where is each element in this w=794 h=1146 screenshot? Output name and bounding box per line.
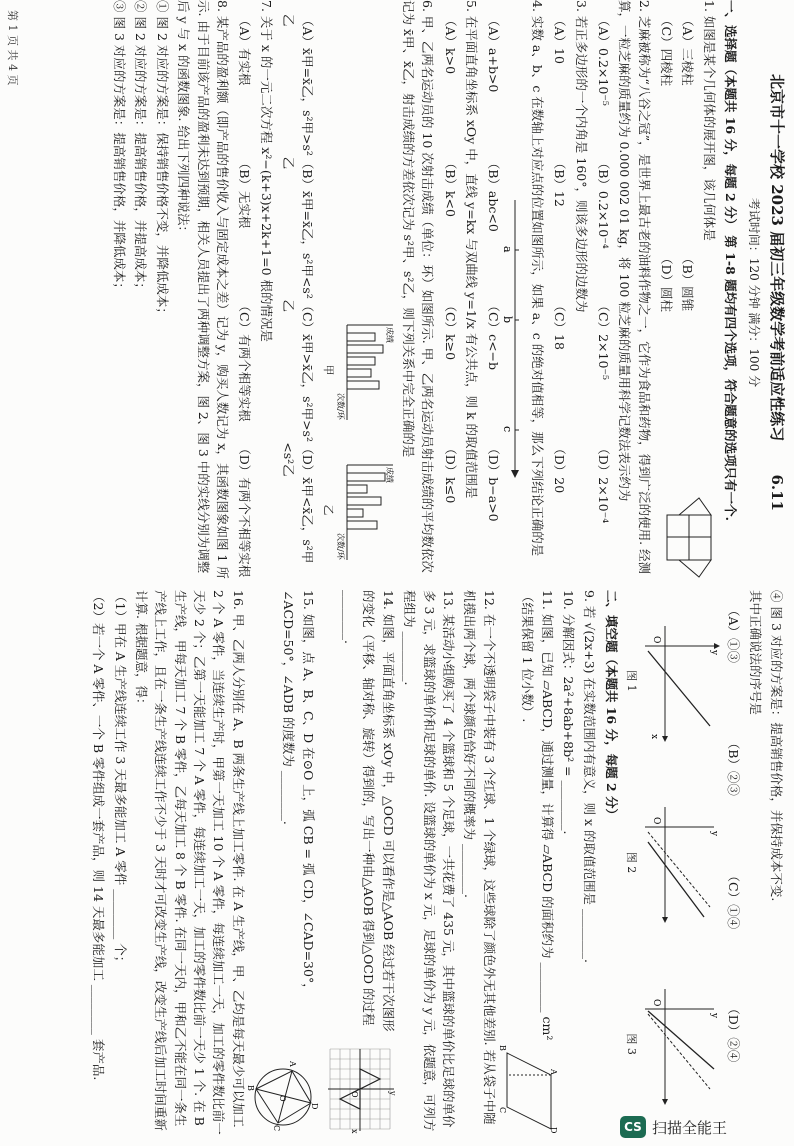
q3-option-c: （C）18 bbox=[552, 299, 568, 350]
q3-option-a: （A）10 bbox=[552, 14, 568, 64]
section2-heading: 二、填空题（本题共 16 分，每题 2 分） bbox=[603, 590, 619, 822]
q14-grid-figure bbox=[318, 1043, 398, 1135]
page-footer: 第 1 页 共 4 页 bbox=[6, 10, 20, 86]
exam-title bbox=[765, 0, 788, 585]
question-16 bbox=[89, 590, 248, 1135]
q6-jia-xlabel: 次数/环 bbox=[335, 393, 345, 420]
q6-yi-caption: 乙 bbox=[321, 504, 335, 516]
q16-stem: 16. 甲、乙两人分别在 A、B 两条生产线上加工零件. 在 A 生产线，甲、乙均是每天最少可以加工 2 个 A 零件，当连续生产时，甲第一天加工 10 个 A 零件，每连续加工一天，加工的零件数比前一天少 2 个；乙第一天能加工 7 个 A 零件，每连续加工一天，加工的零件数比前一天少 1 个. 在 B 生产线，甲每天加工 7 个 B 零件，乙每天加工 8 个 B 零件. 在同一天内，甲和乙不能在同一条生产线上工作，且在一条生产线连续工作不少于 3 天时才可改变生产线，改变生产线后加工时间重新计算. 根据题意，得： bbox=[133, 590, 246, 1135]
q11-text: 11. 如图，已知 ▱ABCD，通过测量，计算得 ▱ABCD 的面积约为 ________ cm²（结果保留 1 位小数）. bbox=[520, 590, 555, 1041]
q6-yi-ylabel: 成绩 bbox=[384, 467, 394, 483]
svg-text:O: O bbox=[277, 1095, 287, 1102]
q6-chart-yi bbox=[319, 455, 396, 565]
right-column bbox=[0, 590, 794, 1135]
q6-option-a: （A）x̄甲=x̄乙，s²甲>s²乙 bbox=[281, 14, 316, 156]
title-text: 北京市十一学校 2023 届初三年级数学考前适应性练习 bbox=[768, 74, 786, 442]
q8-fig2-caption: 图 2 bbox=[624, 851, 638, 874]
q8-ask: 其中正确说法的序号是 bbox=[747, 590, 763, 716]
q8-statement-2: ② 图 2 对应的方案是：提高销售价格，并提高成本； bbox=[133, 0, 149, 295]
svg-text:y: y bbox=[708, 831, 719, 837]
question-5 bbox=[440, 0, 481, 585]
question-7 bbox=[235, 0, 276, 585]
q14-text: 14. 如图，平面直角坐标系 xOy 中，△OCD 可以看作是△AOB 经过若干次图形的变化（平移、轴对称、旋转）得到的，写出一种由△AOB 得到△OCD 的过程 ________. bbox=[342, 590, 396, 1032]
q8-fig1-caption: 图 1 bbox=[624, 670, 638, 692]
q2-option-d: （D）2×10⁻⁴ bbox=[595, 442, 611, 524]
svg-text:C: C bbox=[497, 1107, 507, 1114]
q8-statement-4: ④ 图 3 对应的方案是：提高销售价格，并保持成本不变. bbox=[769, 590, 784, 902]
svg-text:O: O bbox=[650, 817, 661, 825]
q4-number-line bbox=[503, 0, 525, 560]
svg-text:x: x bbox=[349, 1129, 359, 1134]
question-3 bbox=[550, 0, 591, 585]
scanner-label: 扫描全能王 bbox=[652, 1118, 728, 1137]
q4-option-b: （B）abc<0 bbox=[486, 156, 502, 232]
q7-option-d: （D）有两个不相等实根 bbox=[237, 442, 253, 578]
question-8 bbox=[110, 0, 232, 585]
q6-jia-ylabel: 成绩 bbox=[384, 327, 394, 343]
section1-heading: 一、选择题（本题共 16 分，每题 2 分） 第 1-8 题均有四个选项，符合题意的选项只有一个. bbox=[723, 0, 739, 521]
question-11 bbox=[499, 590, 557, 1135]
q5-option-a: （A）k>0 bbox=[442, 14, 458, 75]
svg-text:O: O bbox=[650, 635, 661, 644]
q8-statement-1: ① 图 2 对应的方案是：保持销售价格不变，并降低成本； bbox=[154, 0, 170, 320]
q2-stem: 2. 芝麻被称为“八谷之冠”，是世界上最古老的油料作物之一，它作为食品和药物，得到广泛的使用. 经测算，一粒芝麻的质量约为 0.000 002 01 kg，将 100 粒芝麻的质量用科学记数法表示约为 bbox=[617, 0, 652, 575]
q8-figure-1 bbox=[623, 616, 720, 746]
q16-part-2: （2）若一个 A 零件、一个 B 零件组成一套产品，则 14 天最多能加工 ________ 套产品. bbox=[91, 590, 107, 1081]
q5-stem: 5. 在平面直角坐标系 xOy 中，直线 y=kx 与双曲线 y=1/x 有公共点，则 k 的取值范围是 bbox=[464, 0, 480, 499]
q3-stem: 3. 若正多边形的一个内角是 160°，则该多边形的边数为 bbox=[573, 0, 589, 313]
svg-text:B: B bbox=[245, 1085, 255, 1091]
svg-text:A: A bbox=[548, 1069, 558, 1075]
q1-net-figure bbox=[657, 490, 719, 585]
q4-label-a: a bbox=[501, 246, 515, 253]
svg-text:O: O bbox=[349, 1091, 359, 1098]
q13-text: 13. 某活动小组购买了 4 个篮球和 5 个足球，一共花费了 435 元，其中篮球的单价比足球的单价多 3 元，求篮球的单价和足球的单价. 设篮球的单价为 x 元，足球的单价为 y 元，依题意，可列方程组为 ________. bbox=[402, 590, 456, 1132]
q15-circle-figure bbox=[245, 1059, 319, 1135]
q8-figure-3 bbox=[623, 979, 720, 1109]
question-14 bbox=[318, 590, 398, 1135]
q4-label-c: c bbox=[501, 426, 515, 433]
q16-part-1: （1）甲在 A 生产线连续工作 3 天最多能加工 A 零件 ________ 个； bbox=[112, 590, 128, 969]
q15-text: 15. 如图，点 A、B、C、D 在⊙O 上，弧 CB = 弧 CD，∠CAD=30°，∠ACD=50°，∠ADB 的度数为 ________. bbox=[281, 590, 316, 996]
q3-option-b: （B）12 bbox=[552, 156, 568, 207]
q7-option-c: （C）有两个相等实根 bbox=[237, 299, 253, 422]
q6-stem: 6. 甲、乙两名运动员的 10 次射击成绩（单位：环）如图所示. 甲、乙两名运动员射击成绩的平均数依次记为 x̄甲、x̄乙，射击成绩的方差依次记为 s²甲、s²乙，则下列关系中完全正确的是 bbox=[400, 0, 436, 573]
q9-text: 9. 若 √(2x+3) 在实数范围内有意义，则 x 的取值范围是 ________. bbox=[582, 590, 598, 963]
q8-option-c: （C）①④ bbox=[726, 869, 742, 930]
svg-text:D: D bbox=[548, 1127, 558, 1134]
q11-parallelogram-figure bbox=[499, 1045, 557, 1135]
q12-text: 12. 在一个不透明袋子中装有 3 个红球、1 个绿球，这些球除了颜色外无其他差别. 若从袋子中随机摸出两个球，两个球颜色恰好不同的概率为 ________. bbox=[462, 590, 497, 1125]
q8-option-b: （B）②③ bbox=[726, 736, 742, 796]
q1-stem: 1. 如图是某个几何体的展开图，该几何体是 bbox=[701, 0, 717, 241]
q6-option-b: （B）x̄甲=x̄乙，s²甲<s²乙 bbox=[281, 156, 316, 299]
q4-label-b: b bbox=[501, 316, 515, 324]
q7-option-b: （B）无实根 bbox=[237, 156, 253, 229]
q8-fig3-caption: 图 3 bbox=[624, 1033, 638, 1055]
q8-figure-2 bbox=[623, 797, 720, 927]
q7-option-a: （A）有实根 bbox=[237, 14, 253, 86]
q6-jia-caption: 甲 bbox=[321, 364, 335, 376]
svg-text:O: O bbox=[650, 999, 661, 1007]
svg-text:A: A bbox=[287, 1061, 297, 1067]
q8-statement-3: ③ 图 3 对应的方案是：提高销售价格，并降低成本； bbox=[112, 0, 128, 295]
q7-stem: 7. 关于 x 的一元二次方程 x²−(k+3)x+2k+1=0 根的情况是 bbox=[258, 0, 274, 343]
svg-text:B: B bbox=[497, 1045, 507, 1051]
question-15 bbox=[245, 590, 319, 1135]
q2-option-a: （A）0.2×10⁻⁵ bbox=[595, 14, 611, 106]
q1-option-a: （A）三棱柱 bbox=[680, 14, 696, 86]
scanner-watermark bbox=[620, 1116, 727, 1138]
question-6 bbox=[279, 0, 438, 585]
svg-text:y: y bbox=[708, 1013, 719, 1019]
question-4 bbox=[484, 0, 547, 585]
q6-option-d: （D）x̄甲<x̄乙，s²甲<s²乙 bbox=[281, 442, 316, 564]
q4-stem: 4. 实数 a、b、c 在数轴上对应点的位置如图所示，如果 a、c 的绝对值相等，那么下列结论正确的是 bbox=[529, 0, 545, 557]
exam-meta: 考试时间：120 分钟 满分：100 分 bbox=[746, 197, 761, 388]
svg-text:D: D bbox=[309, 1103, 319, 1110]
q8-figures bbox=[623, 590, 720, 1135]
q3-option-d: （D）20 bbox=[552, 442, 568, 494]
q10-text: 10. 分解因式：2a²+8ab+8b² = ________. bbox=[561, 590, 577, 835]
q4-option-d: （D）b−a>0 bbox=[486, 442, 502, 522]
svg-text:y: y bbox=[387, 1091, 397, 1096]
q8-stem: 8. 某产品的盈利额（即产品的售价收入与固定成本之差）记为 y，购买人数记为 x，其函数图象如图 1 所示. 由于目前该产品的盈利未达到预期，相关人员提出了两种调整方案，图 2、图 3 中的实线分别为调整后 y 与 x 的函数图象. 给出下列四种说法： bbox=[176, 0, 230, 579]
q6-option-c: （C）x̄甲>x̄乙，s²甲>s²乙 bbox=[281, 299, 316, 442]
cs-logo-icon: CS bbox=[620, 1116, 646, 1138]
q5-option-b: （B）k<0 bbox=[442, 156, 458, 217]
q6-chart-jia bbox=[319, 315, 396, 425]
q4-option-c: （C）c<−b bbox=[486, 299, 502, 371]
q4-option-a: （A）a+b>0 bbox=[486, 14, 502, 93]
q8-option-d: （D）②④ bbox=[726, 1002, 742, 1063]
svg-text:y: y bbox=[708, 649, 719, 655]
svg-text:x: x bbox=[648, 733, 659, 739]
q5-option-c: （C）k≥0 bbox=[442, 299, 458, 361]
q1-option-d: （D）圆柱 bbox=[659, 252, 675, 313]
q2-option-c: （C）2×10⁻⁵ bbox=[595, 299, 611, 381]
title-date: 6.11 bbox=[768, 474, 786, 511]
svg-text:C: C bbox=[271, 1125, 281, 1132]
q2-option-b: （B）0.2×10⁻⁴ bbox=[595, 156, 611, 249]
question-1 bbox=[654, 0, 719, 585]
q6-yi-xlabel: 次数/环 bbox=[335, 533, 345, 560]
q5-option-d: （D）k≤0 bbox=[442, 442, 458, 504]
q8-option-a: （A）①③ bbox=[726, 604, 742, 664]
question-2 bbox=[594, 0, 654, 585]
q1-option-c: （C）四棱柱 bbox=[659, 14, 675, 87]
q1-option-b: （B）圆锥 bbox=[680, 252, 696, 312]
